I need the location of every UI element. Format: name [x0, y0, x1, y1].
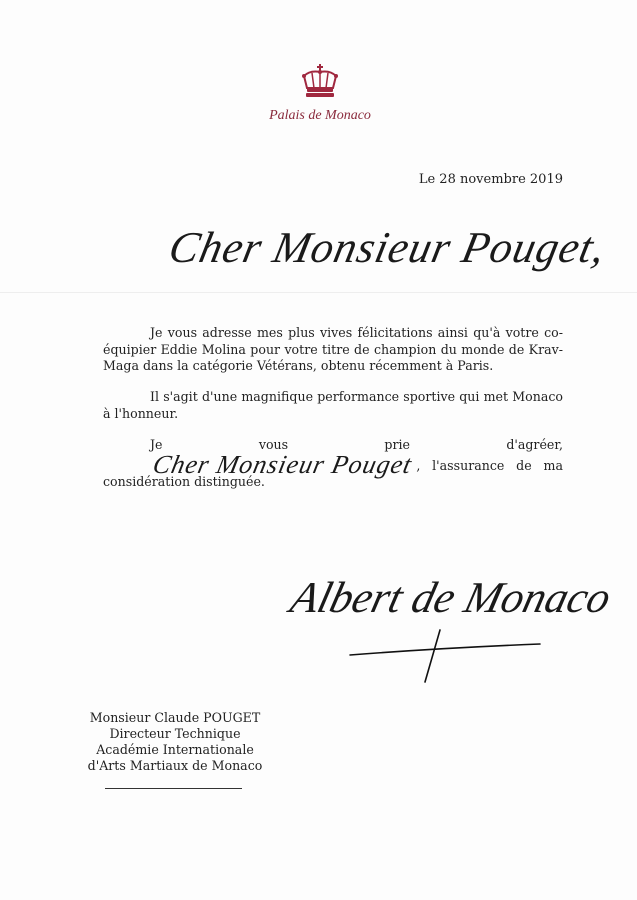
- letter-date: Le 28 novembre 2019: [418, 172, 563, 187]
- recipient-organization-2: d'Arts Martiaux de Monaco: [87, 758, 263, 773]
- handwritten-salutation: Cher Monsieur Pouget,: [164, 223, 611, 272]
- body-paragraph-1: Je vous adresse mes plus vives félicitations ainsi qu'à votre co-équipier Eddie Molina pour votre titre de champion du monde de Krav-Maga dans la catégorie Vétérans, obtenu récemment à Paris.: [103, 325, 563, 373]
- closing-end: , l'assurance de ma considération distinguée.: [103, 457, 563, 489]
- letterhead-title: Palais de Monaco: [269, 108, 371, 123]
- handwritten-signature: Albert de Monaco: [285, 573, 616, 622]
- recipient-address: [80, 710, 270, 774]
- body-paragraph-3: [103, 437, 563, 491]
- fold-line: [0, 292, 637, 293]
- crown-logo-icon: [300, 64, 340, 98]
- recipient-name: Monsieur Claude POUGET: [89, 710, 261, 725]
- body-paragraph-2: Il s'agit d'une magnifique performance sportive qui met Monaco à l'honneur.: [103, 389, 563, 421]
- handwritten-closing-name: Cher Monsieur Pouget: [150, 449, 415, 479]
- recipient-title: Directeur Technique: [109, 726, 241, 741]
- divider-line: [105, 788, 242, 789]
- closing-start: Je vous prie d'agréer,: [150, 437, 563, 452]
- recipient-organization: Académie Internationale: [96, 742, 254, 757]
